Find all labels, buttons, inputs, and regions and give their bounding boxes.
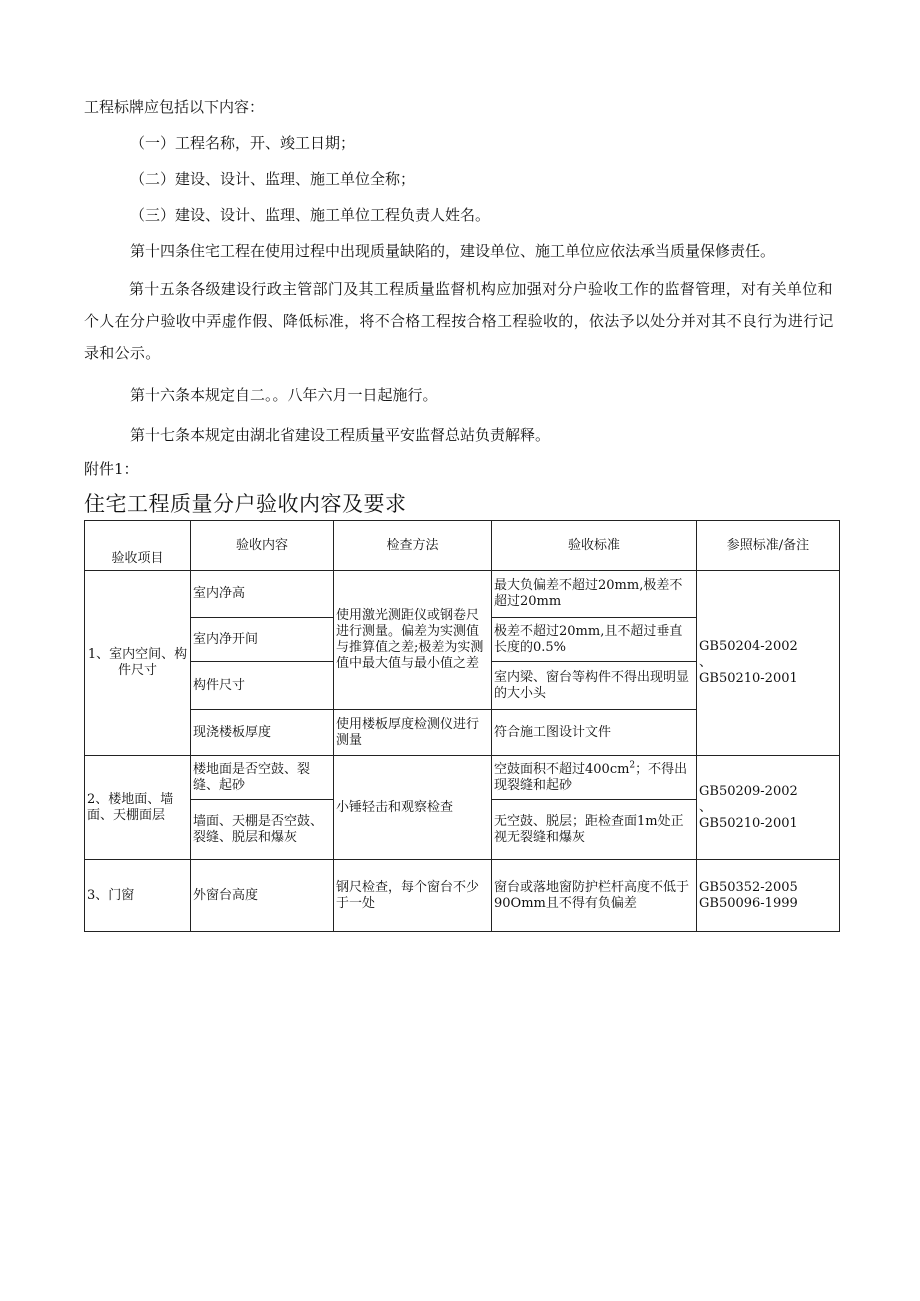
method-cell: 钢尺检查，每个窗台不少于一处 [334,860,492,932]
table-row [85,756,840,800]
header-reference: 参照标准/备注 [697,521,840,571]
reference-line: GB50210-2001 [699,671,798,686]
standard-cell: 极差不超过20mm,且不超过垂直长度的0.5% [492,618,697,662]
method-cell: 使用激光测距仪或钢卷尺进行测量。偏差为实测值与推算值之差;极差为实测值中最大值与最小值之差 [334,571,492,710]
standard-cell: 无空鼓、脱层；距检查面1m处正视无裂缝和爆灰 [492,800,697,860]
standard-text: 空鼓面积不超过400cm [494,761,630,777]
article-16: 第十六条本规定自二。。八年六月一日起施行。 [130,386,438,404]
table-row [85,571,840,618]
header-standard: 验收标准 [492,521,697,571]
standard-cell [492,756,697,800]
content-cell: 室内净开间 [191,618,334,662]
attachment-label: 附件1： [84,460,139,478]
header-method: 检查方法 [334,521,492,571]
item-cell-surface: 2、楼地面、墙面、天棚面层 [85,756,191,860]
reference-line: GB50209-2002 [699,783,798,799]
table-row [85,860,840,932]
list-item-responsible-persons: （三）建设、设计、监理、施工单位工程负责人姓名。 [130,206,491,224]
item-cell-space: 1、室内空间、构件尺寸 [85,571,191,756]
list-item-unit-names: （二）建设、设计、监理、施工单位全称； [130,170,416,188]
superscript: 2 [629,760,636,771]
method-cell: 使用楼板厚度检测仪进行测量 [334,710,492,756]
header-content: 验收内容 [191,521,334,571]
list-item-project-name: （一）工程名称，开、竣工日期； [130,134,356,152]
standard-cell: 符合施工图设计文件 [492,710,697,756]
header-item: 验收项目 [85,521,191,571]
reference-line: 、 [699,799,713,815]
standard-cell: 室内梁、窗台等构件不得出现明显的大小头 [492,662,697,710]
standard-cell: 最大负偏差不超过20mm,极差不超过20mm [492,571,697,618]
reference-line: GB50096-1999 [699,895,798,911]
intro-text: 工程标牌应包括以下内容： [84,98,265,116]
content-cell: 现浇楼板厚度 [191,710,334,756]
standard-text: ；不得出现裂缝和起砂 [494,761,688,793]
article-14: 第十四条住宅工程在使用过程中出现质量缺陷的，建设单位、施工单位应依法承当质量保修责任。 [130,242,776,260]
reference-cell [697,860,840,932]
table-title: 住宅工程质量分户验收内容及要求 [84,492,407,516]
table-header-row [85,521,840,571]
acceptance-table [84,520,840,932]
content-cell: 外窗台高度 [191,860,334,932]
article-17: 第十七条本规定由湖北省建设工程质量平安监督总站负责解释。 [130,426,551,444]
reference-line: GB50352-2005 [699,879,798,895]
content-cell: 墙面、天棚是否空鼓、裂缝、脱层和爆灰 [191,800,334,860]
reference-line: GB50210-2001 [699,815,798,831]
method-cell: 小锤轻击和观察检查 [334,756,492,860]
standard-cell: 窗台或落地窗防护栏杆高度不低于90Omm且不得有负偏差 [492,860,697,932]
article-15: 第十五条各级建设行政主管部门及其工程质量监督机构应加强对分户验收工作的监督管理，对有关单位和个人在分户验收中弄虚作假、降低标准，将不合格工程按合格工程验收的，依法予以处分并对其不良行为进行记录和公示。 [84,280,834,362]
content-cell: 构件尺寸 [191,662,334,710]
content-cell: 楼地面是否空鼓、裂缝、起砂 [191,756,334,800]
reference-cell [697,756,840,860]
content-cell: 室内净高 [191,571,334,618]
item-cell-windows: 3、门窗 [85,860,191,932]
reference-line: GB50204-2002 [699,639,798,654]
reference-cell [697,571,840,756]
reference-line: 、 [699,655,713,670]
